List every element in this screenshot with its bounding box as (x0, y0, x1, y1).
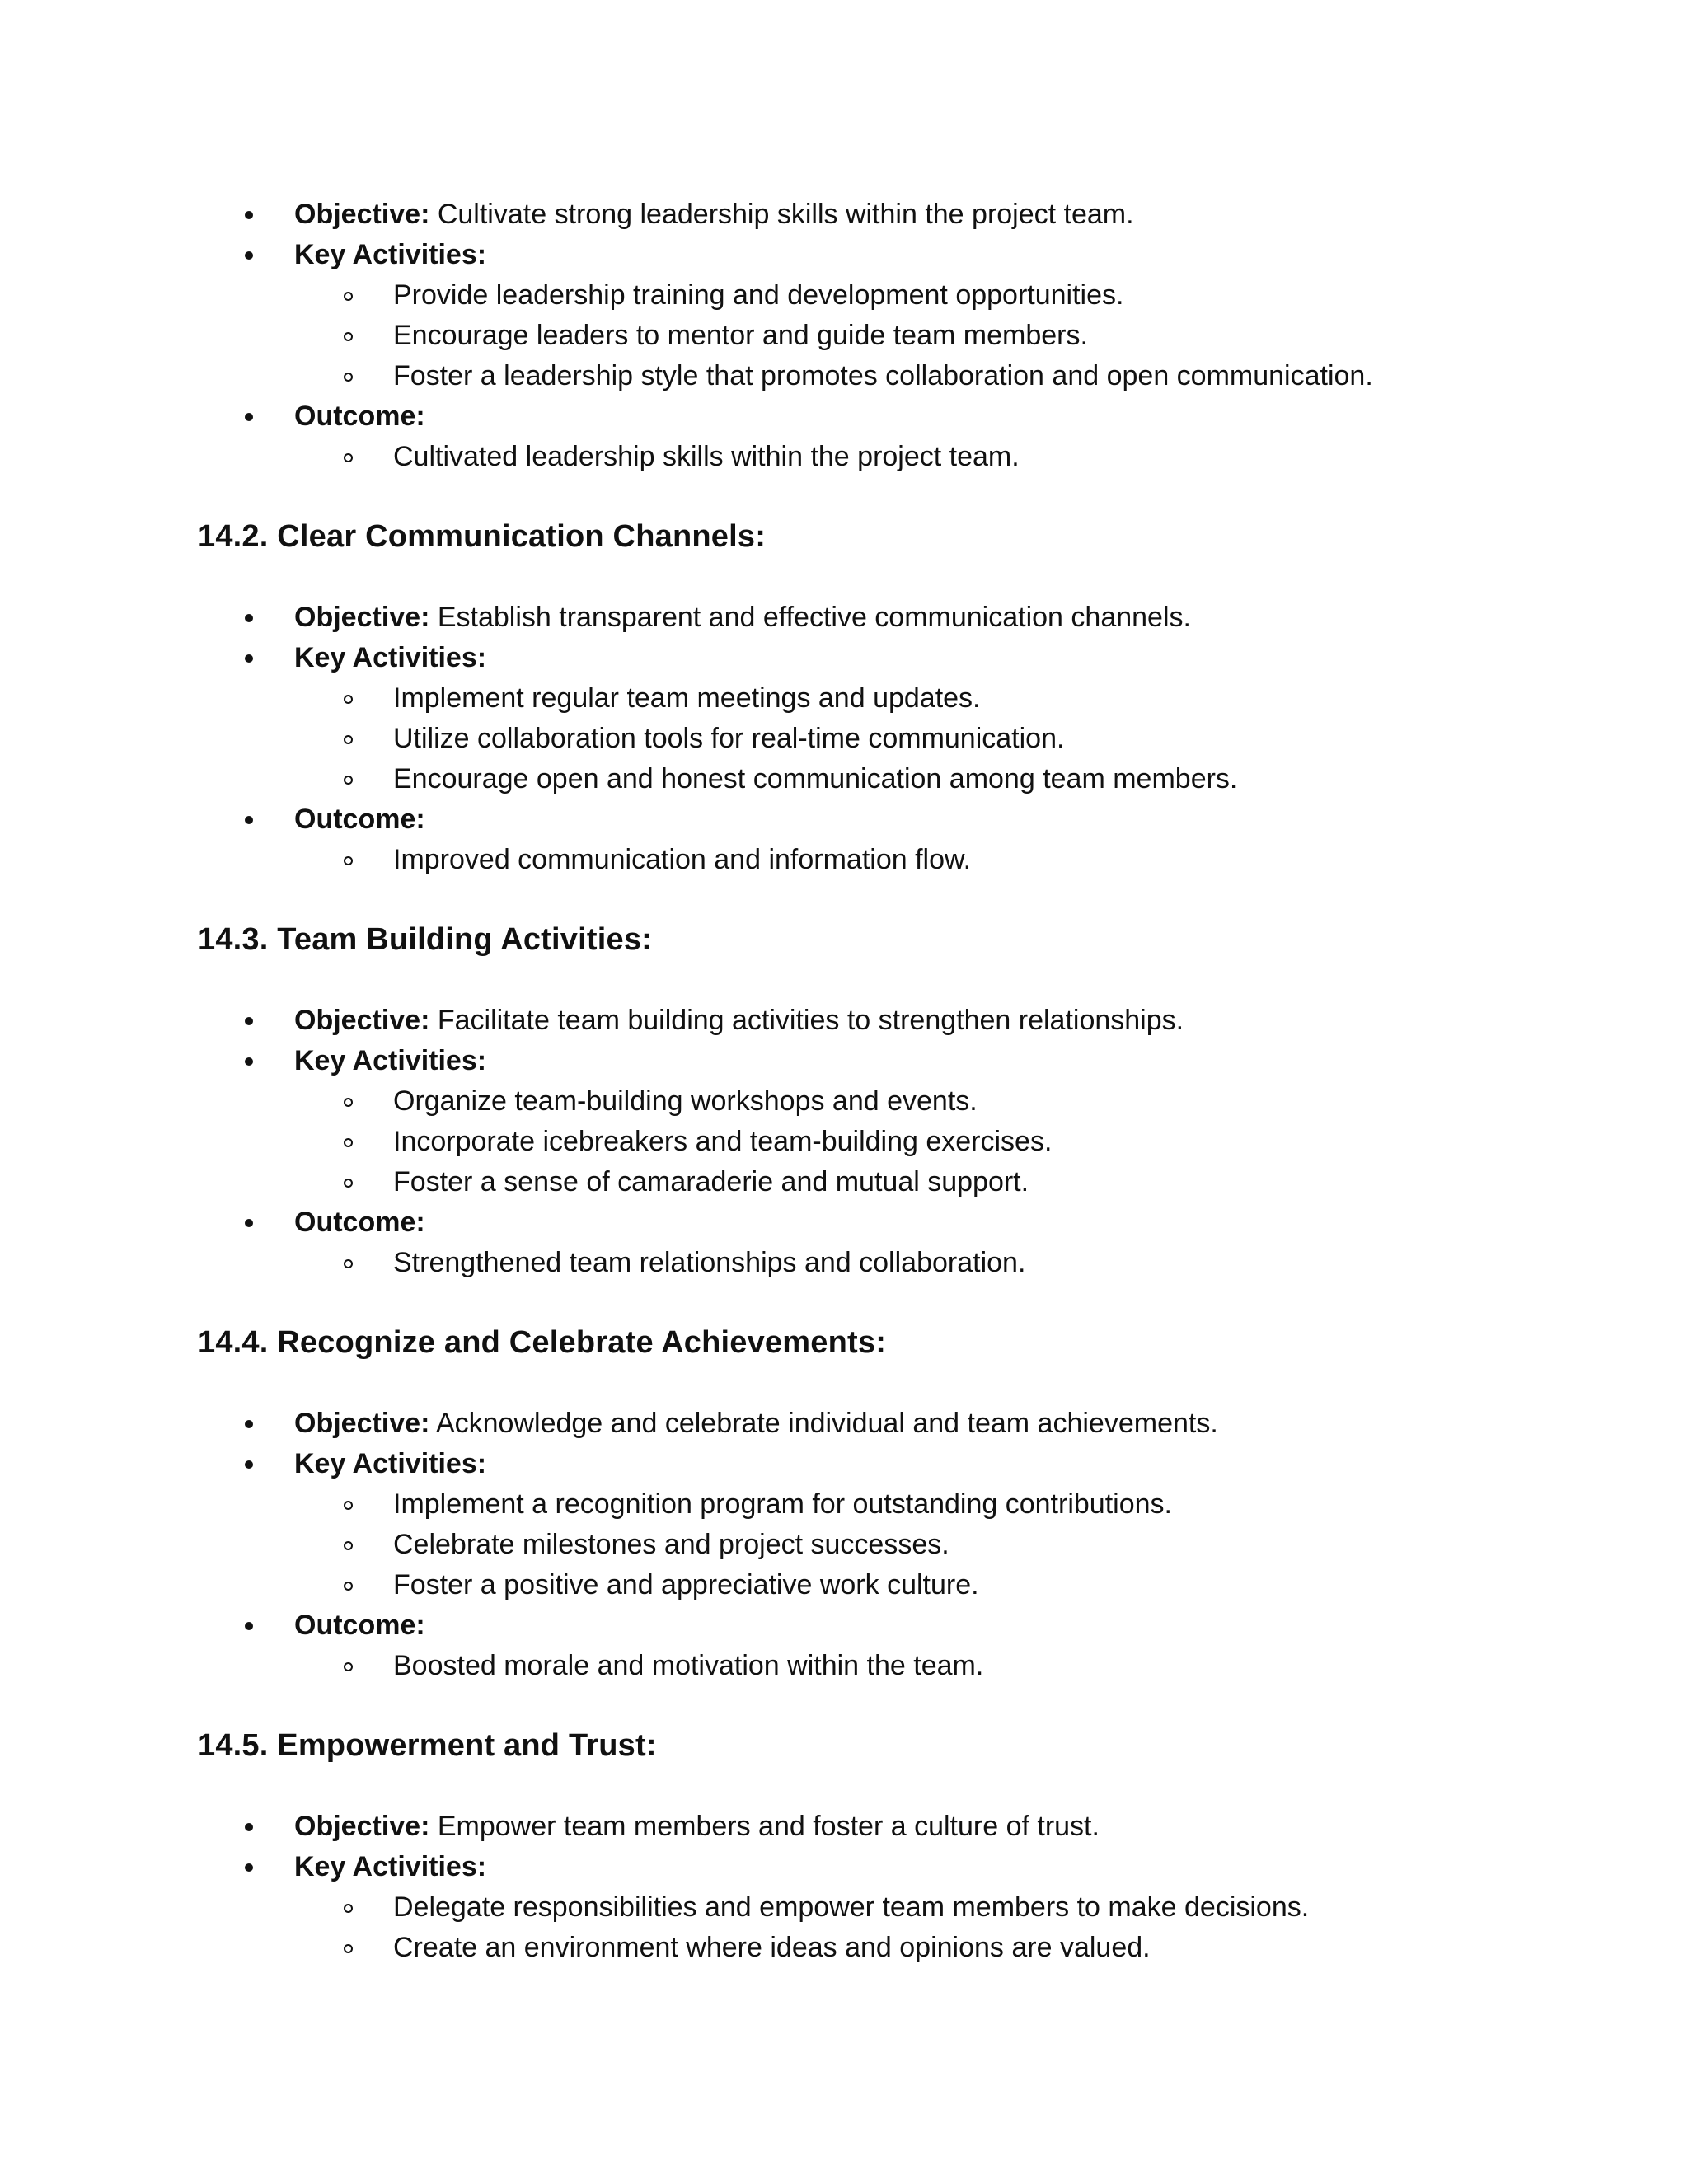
circle-bullet-icon (344, 1541, 353, 1550)
key-activity-item: Celebrate milestones and project successes. (198, 1525, 1517, 1565)
key-activity-item: Implement a recognition program for outstanding contributions. (198, 1484, 1517, 1525)
bullet-icon (245, 816, 253, 824)
document-page (198, 194, 1517, 1968)
key-activities-list (198, 1887, 1517, 1968)
objective-item (198, 1807, 1517, 1847)
bullet-icon (245, 1420, 253, 1428)
key-activity-item: Provide leadership training and development opportunities. (198, 275, 1517, 316)
bullet-icon (245, 1823, 253, 1831)
outcome-label: Outcome: (294, 1610, 425, 1641)
objective-label: Objective: (294, 1005, 430, 1036)
key-activity-item: Foster a sense of camaraderie and mutual support. (198, 1162, 1517, 1202)
circle-bullet-icon (344, 373, 353, 382)
objective-label: Objective: (294, 1408, 430, 1439)
bullet-icon (245, 614, 253, 622)
key-activities-label: Key Activities: (294, 1851, 487, 1882)
key-activity-item: Incorporate icebreakers and team-building exercises. (198, 1122, 1517, 1162)
section-bullet-list (198, 598, 1517, 880)
bullet-icon (245, 1219, 253, 1227)
outcome-label: Outcome: (294, 804, 425, 835)
circle-bullet-icon (344, 292, 353, 301)
circle-bullet-icon (344, 1904, 353, 1913)
objective-item (198, 598, 1517, 638)
circle-bullet-icon (344, 735, 353, 744)
key-activity-item: Delegate responsibilities and empower team members to make decisions. (198, 1887, 1517, 1928)
key-activity-item: Foster a leadership style that promotes collaboration and open communication. (198, 356, 1517, 396)
objective-item (198, 1404, 1517, 1444)
objective-text: Empower team members and foster a culture of trust. (429, 1811, 1100, 1842)
key-activities-label: Key Activities: (294, 239, 487, 270)
bullet-icon (245, 1057, 253, 1066)
objective-label: Objective: (294, 602, 430, 633)
objective-text: Cultivate strong leadership skills within the project team. (429, 199, 1134, 230)
circle-bullet-icon (344, 776, 353, 785)
outcome-label: Outcome: (294, 1207, 425, 1238)
key-activities-item (198, 235, 1517, 396)
key-activity-item: Utilize collaboration tools for real-time communication. (198, 719, 1517, 759)
key-activities-item (198, 638, 1517, 799)
objective-label: Objective: (294, 199, 430, 230)
key-activities-label: Key Activities: (294, 1448, 487, 1479)
key-activities-item (198, 1041, 1517, 1202)
key-activity-item: Create an environment where ideas and opinions are valued. (198, 1928, 1517, 1968)
circle-bullet-icon (344, 695, 353, 704)
section-bullet-list (198, 1807, 1517, 1968)
circle-bullet-icon (344, 1662, 353, 1671)
circle-bullet-icon (344, 1259, 353, 1268)
outcome-text-item: Strengthened team relationships and collaboration. (198, 1243, 1517, 1283)
bullet-icon (245, 1863, 253, 1872)
circle-bullet-icon (344, 1501, 353, 1510)
circle-bullet-icon (344, 453, 353, 462)
bullet-icon (245, 1460, 253, 1469)
outcome-item (198, 799, 1517, 880)
circle-bullet-icon (344, 1944, 353, 1953)
key-activities-item (198, 1444, 1517, 1605)
section-leadership (198, 194, 1517, 477)
key-activity-item: Implement regular team meetings and updates. (198, 678, 1517, 719)
key-activity-item: Foster a positive and appreciative work culture. (198, 1565, 1517, 1605)
key-activity-item: Encourage open and honest communication among team members. (198, 759, 1517, 799)
outcome-item (198, 1605, 1517, 1686)
section-team-building (198, 920, 1517, 1283)
circle-bullet-icon (344, 1582, 353, 1591)
key-activity-item: Encourage leaders to mentor and guide team members. (198, 316, 1517, 356)
objective-text: Acknowledge and celebrate individual and team achievements. (429, 1408, 1218, 1439)
objective-text: Establish transparent and effective communication channels. (429, 602, 1191, 633)
circle-bullet-icon (344, 856, 353, 865)
outcome-list (198, 1646, 1517, 1686)
objective-item (198, 1001, 1517, 1041)
objective-label: Objective: (294, 1811, 430, 1842)
section-empowerment (198, 1726, 1517, 1968)
outcome-text-item: Improved communication and information flow. (198, 840, 1517, 880)
outcome-list (198, 840, 1517, 880)
key-activities-label: Key Activities: (294, 1045, 487, 1076)
outcome-list (198, 1243, 1517, 1283)
key-activity-item: Organize team-building workshops and events. (198, 1081, 1517, 1122)
section-bullet-list (198, 1404, 1517, 1686)
section-heading: 14.4. Recognize and Celebrate Achievements: (198, 1325, 887, 1360)
bullet-icon (245, 1017, 253, 1025)
circle-bullet-icon (344, 1098, 353, 1107)
circle-bullet-icon (344, 1138, 353, 1147)
outcome-list (198, 437, 1517, 477)
bullet-icon (245, 654, 253, 663)
key-activities-list (198, 275, 1517, 396)
section-recognition (198, 1323, 1517, 1686)
outcome-text-item: Boosted morale and motivation within the team. (198, 1646, 1517, 1686)
bullet-icon (245, 413, 253, 421)
objective-text: Facilitate team building activities to strengthen relationships. (429, 1005, 1184, 1036)
key-activities-label: Key Activities: (294, 642, 487, 673)
key-activities-item (198, 1847, 1517, 1968)
bullet-icon (245, 211, 253, 219)
outcome-label: Outcome: (294, 401, 425, 432)
key-activities-list (198, 678, 1517, 799)
section-heading: 14.5. Empowerment and Trust: (198, 1728, 657, 1763)
bullet-icon (245, 251, 253, 260)
bullet-icon (245, 1622, 253, 1630)
outcome-item (198, 1202, 1517, 1283)
outcome-item (198, 396, 1517, 477)
section-bullet-list (198, 1001, 1517, 1283)
key-activities-list (198, 1081, 1517, 1202)
outcome-text-item: Cultivated leadership skills within the project team. (198, 437, 1517, 477)
section-communication (198, 517, 1517, 880)
section-bullet-list (198, 194, 1517, 477)
objective-item (198, 194, 1517, 235)
circle-bullet-icon (344, 1179, 353, 1188)
section-heading: 14.3. Team Building Activities: (198, 922, 653, 957)
key-activities-list (198, 1484, 1517, 1605)
section-heading: 14.2. Clear Communication Channels: (198, 519, 767, 554)
circle-bullet-icon (344, 332, 353, 341)
